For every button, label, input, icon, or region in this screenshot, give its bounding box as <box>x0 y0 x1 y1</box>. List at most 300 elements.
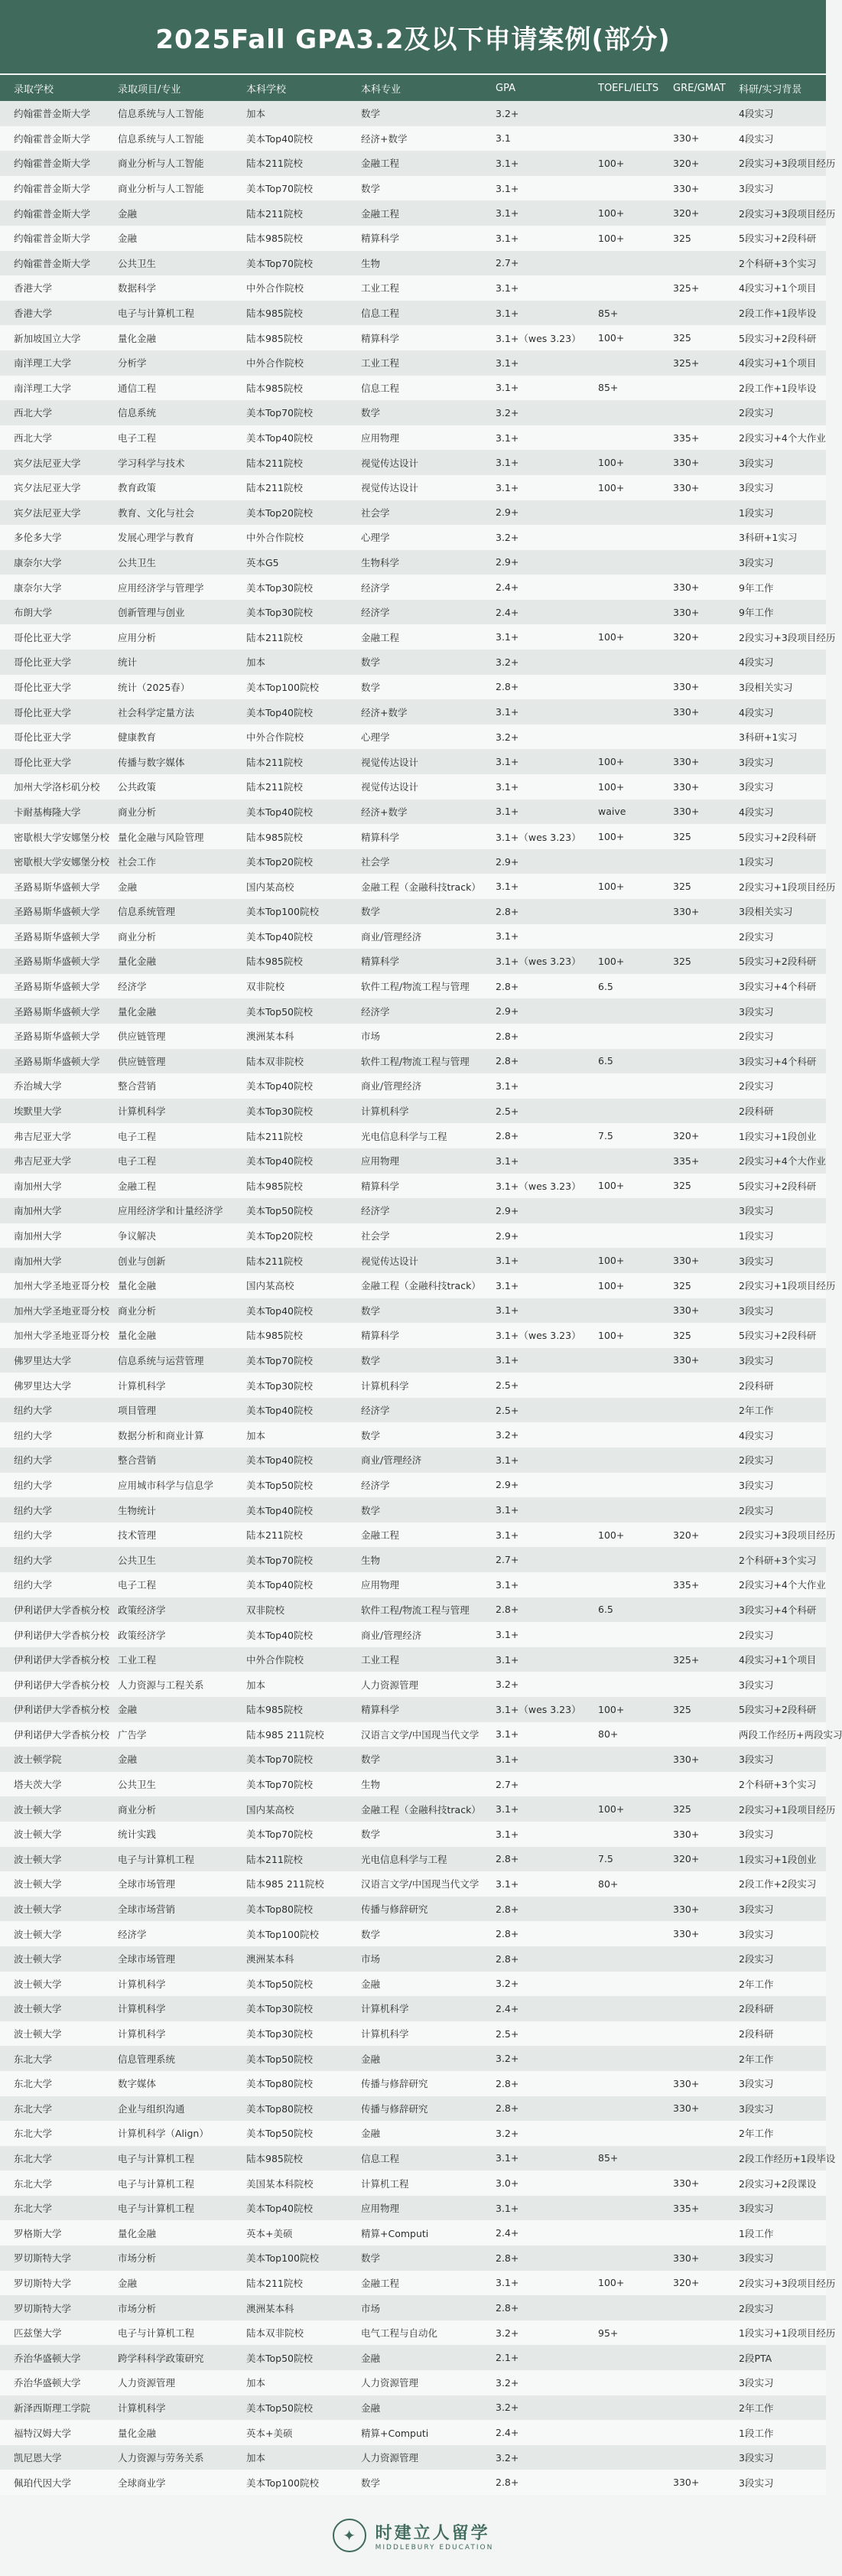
cell-school: 圣路易斯华盛顿大学 <box>14 881 100 893</box>
cell-background: 3段实习 <box>739 2102 774 2115</box>
cell-undergrad-school: 美本Top70院校 <box>246 183 313 195</box>
cell-background: 3段实习 <box>739 482 774 494</box>
cell-gpa: 2.8+ <box>496 905 519 917</box>
cell-undergrad-major: 人力资源管理 <box>361 2452 419 2464</box>
cell-background: 2段实习+3段项目经历 <box>739 2277 836 2289</box>
cell-school: 约翰霍普金斯大学 <box>14 108 91 120</box>
cell-background: 2段PTA <box>739 2352 772 2364</box>
table-row <box>0 1049 826 1074</box>
cell-undergrad-major: 传播与修辞研究 <box>361 1904 428 1916</box>
cell-gpa: 3.2+ <box>496 1429 519 1441</box>
cell-undergrad-major: 电气工程与自动化 <box>361 2327 438 2340</box>
cell-gpa: 3.1+（wes 3.23） <box>496 831 581 843</box>
cell-gre-gmat: 330+ <box>673 481 700 493</box>
cell-undergrad-school: 美本Top70院校 <box>246 257 313 269</box>
table-row <box>0 1373 826 1398</box>
cell-toefl-ielts: 95+ <box>598 2327 619 2339</box>
cell-gpa: 3.1+ <box>496 1803 519 1816</box>
cell-program: 技术管理 <box>118 1529 157 1542</box>
cell-toefl-ielts: 100+ <box>598 1703 625 1715</box>
cell-gpa: 2.8+ <box>496 2302 519 2314</box>
cell-background: 3段实习 <box>739 2452 774 2464</box>
cell-school: 波士顿大学 <box>14 1928 62 1940</box>
cell-school: 塔夫茨大学 <box>14 1779 62 1791</box>
cell-undergrad-major: 数学 <box>361 1754 381 1766</box>
cell-program: 电子与计算机工程 <box>118 1853 195 1865</box>
cell-undergrad-major: 信息工程 <box>361 382 400 394</box>
cell-undergrad-school: 英本+美硕 <box>246 2227 293 2239</box>
cell-gre-gmat: 325 <box>673 1329 691 1341</box>
table-row <box>0 1946 826 1972</box>
cell-gpa: 2.8+ <box>496 980 519 992</box>
cell-background: 2个科研+3个实习 <box>739 257 817 269</box>
cell-background: 3段实习+4个科研 <box>739 981 817 993</box>
cell-gre-gmat: 330+ <box>673 1753 700 1765</box>
cell-gpa: 2.4+ <box>496 581 519 594</box>
cell-program: 电子工程 <box>118 432 157 445</box>
cell-school: 加州大学圣地亚哥分校 <box>14 1304 110 1317</box>
table-row <box>0 350 826 376</box>
cell-undergrad-major: 心理学 <box>361 731 390 744</box>
cell-gre-gmat: 325+ <box>673 1653 700 1666</box>
cell-undergrad-major: 精算科学 <box>361 1330 400 1342</box>
cell-program: 公共卫生 <box>118 1779 157 1791</box>
cell-gpa: 3.1+ <box>496 1279 519 1291</box>
cell-school: 圣路易斯华盛顿大学 <box>14 1031 100 1043</box>
cell-school: 哥伦比亚大学 <box>14 706 72 718</box>
cell-undergrad-school: 美本Top50院校 <box>246 2128 313 2140</box>
footer-logo <box>0 2495 826 2576</box>
cell-undergrad-major: 经济学 <box>361 581 390 594</box>
cell-school: 纽约大学 <box>14 1479 53 1491</box>
cell-toefl-ielts: 7.5 <box>598 1853 613 1865</box>
cell-gpa: 2.9+ <box>496 1204 519 1216</box>
cell-program: 电子工程 <box>118 1130 157 1142</box>
cell-program: 统计 <box>118 656 138 669</box>
table-row <box>0 2470 826 2495</box>
cell-gre-gmat: 330+ <box>673 132 700 145</box>
cell-program: 商业分析与人工智能 <box>118 183 204 195</box>
cell-toefl-ielts: 100+ <box>598 157 625 169</box>
cell-school: 东北大学 <box>14 2152 53 2164</box>
cell-program: 电子与计算机工程 <box>118 2152 195 2164</box>
cell-gpa: 3.1+ <box>496 282 519 294</box>
cell-undergrad-school: 国内某高校 <box>246 1803 294 1816</box>
cell-gre-gmat: 330+ <box>673 1354 700 1366</box>
cell-background: 5段实习+2段科研 <box>739 1704 817 1716</box>
cell-toefl-ielts: 100+ <box>598 332 625 344</box>
cell-gre-gmat: 320+ <box>673 157 700 169</box>
cell-gpa: 2.9+ <box>496 1005 519 1018</box>
table-row <box>0 1672 826 1697</box>
table-row <box>0 1547 826 1572</box>
cell-gpa: 3.1+（wes 3.23） <box>496 1330 581 1342</box>
table-row <box>0 1448 826 1473</box>
cell-background: 2段实习 <box>739 1504 774 1516</box>
header-background: 科研/实习背景 <box>739 83 802 96</box>
cell-school: 约翰霍普金斯大学 <box>14 183 91 195</box>
table-row <box>0 1697 826 1722</box>
cell-school: 卡耐基梅隆大学 <box>14 806 81 818</box>
cell-gpa: 3.1+ <box>496 1578 519 1591</box>
cell-undergrad-school: 美本Top70院校 <box>246 407 313 419</box>
page-title: 2025Fall GPA3.2及以下申请案例(部分) <box>0 0 826 73</box>
cell-undergrad-school: 加本 <box>246 2452 266 2464</box>
cell-program: 供应链管理 <box>118 1031 166 1043</box>
cell-gpa: 2.5+ <box>496 2027 519 2040</box>
cell-undergrad-school: 英本+美硕 <box>246 2427 293 2439</box>
cell-undergrad-school: 美本Top50院校 <box>246 1978 313 1990</box>
cell-program: 金融工程 <box>118 1180 157 1192</box>
cell-undergrad-school: 加本 <box>246 1429 266 1441</box>
table-row <box>0 675 826 700</box>
cell-school: 西北大学 <box>14 407 53 419</box>
cell-undergrad-major: 商业/管理经济 <box>361 1629 422 1641</box>
cell-undergrad-major: 金融 <box>361 2402 381 2414</box>
table-row <box>0 1223 826 1249</box>
cell-program: 统计（2025春） <box>118 681 190 693</box>
table-row <box>0 2395 826 2421</box>
cell-program: 计算机科学（Align） <box>118 2128 209 2140</box>
cell-school: 加州大学圣地亚哥分校 <box>14 1330 110 1342</box>
cell-gpa: 3.1+ <box>496 157 519 169</box>
cell-undergrad-school: 加本 <box>246 2377 266 2389</box>
cell-undergrad-school: 美本Top40院校 <box>246 2203 313 2215</box>
cell-undergrad-major: 软件工程/物流工程与管理 <box>361 981 470 993</box>
cell-school: 波士顿大学 <box>14 1978 62 1990</box>
cell-gpa: 3.1+ <box>496 1877 519 1890</box>
cell-undergrad-school: 陆本211院校 <box>246 756 303 768</box>
cell-background: 1段工作 <box>739 2227 774 2239</box>
cell-school: 加州大学圣地亚哥分校 <box>14 1280 110 1292</box>
cell-background: 2段实习 <box>739 2302 774 2314</box>
cell-background: 1段实习+1段创业 <box>739 1130 817 1142</box>
table-row <box>0 550 826 575</box>
cell-background: 3段实习 <box>739 1904 774 1916</box>
cell-school: 东北大学 <box>14 2203 53 2215</box>
cell-undergrad-school: 陆本双非院校 <box>246 1055 304 1067</box>
logo-name-en: MIDDLEBURY EDUCATION <box>375 2543 494 2552</box>
cell-undergrad-school: 澳洲某本科 <box>246 2302 294 2314</box>
cell-gre-gmat: 325 <box>673 1180 691 1192</box>
cell-undergrad-school: 美本Top80院校 <box>246 2078 313 2090</box>
cell-undergrad-school: 美本Top100院校 <box>246 681 319 693</box>
table-row <box>0 824 826 849</box>
cell-gpa: 3.1+ <box>496 706 519 718</box>
table-row <box>0 650 826 675</box>
cell-gre-gmat: 330+ <box>673 905 700 917</box>
cell-program: 金融 <box>118 233 138 245</box>
cell-gpa: 3.1+ <box>496 881 519 893</box>
cell-gre-gmat: 325 <box>673 332 691 344</box>
cell-background: 1段实习+1段创业 <box>739 1853 817 1865</box>
cell-undergrad-major: 金融工程 <box>361 207 400 220</box>
cell-undergrad-major: 经济+数学 <box>361 132 408 145</box>
cell-toefl-ielts: 6.5 <box>598 1604 613 1616</box>
cell-undergrad-major: 金融工程 <box>361 631 400 643</box>
cell-school: 南加州大学 <box>14 1180 62 1192</box>
cell-gpa: 3.1+（wes 3.23） <box>496 1704 581 1716</box>
cell-undergrad-major: 数学 <box>361 1829 381 1841</box>
table-row <box>0 151 836 176</box>
cell-gre-gmat: 330+ <box>673 2252 700 2264</box>
cell-undergrad-school: 美本Top30院校 <box>246 2003 313 2015</box>
cell-undergrad-school: 陆本985院校 <box>246 2152 303 2164</box>
cell-background: 3段实习 <box>739 457 774 469</box>
cell-gpa: 3.1+ <box>496 1653 519 1666</box>
cell-undergrad-school: 陆本985院校 <box>246 956 303 968</box>
cell-school: 哥伦比亚大学 <box>14 656 72 669</box>
cell-undergrad-major: 精算科学 <box>361 233 400 245</box>
cell-program: 信息系统管理 <box>118 906 176 918</box>
cell-program: 学习科学与技术 <box>118 457 185 469</box>
cell-program: 人力资源与劳务关系 <box>118 2452 204 2464</box>
cell-background: 1段实习+1段项目经历 <box>739 2327 836 2340</box>
cell-background: 4段实习 <box>739 1429 774 1441</box>
cell-background: 3段相关实习 <box>739 681 793 693</box>
cell-undergrad-school: 加本 <box>246 656 266 669</box>
cell-undergrad-major: 经济学 <box>361 1405 390 1417</box>
table-row <box>0 2021 826 2047</box>
cell-background: 3段实习 <box>739 183 774 195</box>
cell-gpa: 2.8+ <box>496 1604 519 1616</box>
table-row <box>0 1822 826 1847</box>
table-row <box>0 974 826 999</box>
table-row <box>0 1473 826 1498</box>
table-row <box>0 1497 826 1522</box>
table-row <box>0 1398 826 1423</box>
cell-gre-gmat: 325+ <box>673 282 700 294</box>
cell-school: 新泽西斯理工学院 <box>14 2402 91 2414</box>
cell-undergrad-school: 美本Top40院校 <box>246 1629 313 1641</box>
cell-background: 5段实习+2段科研 <box>739 332 817 344</box>
cell-program: 计算机科学 <box>118 2402 166 2414</box>
cell-undergrad-school: 美本Top40院校 <box>246 1454 313 1467</box>
cell-background: 1段实习 <box>739 1230 774 1242</box>
cell-background: 5段实习+2段科研 <box>739 1330 817 1342</box>
cell-undergrad-school: 美本Top40院校 <box>246 1405 313 1417</box>
cell-gpa: 3.1+ <box>496 1304 519 1317</box>
cell-undergrad-major: 数学 <box>361 906 381 918</box>
cell-undergrad-major: 数学 <box>361 1354 381 1366</box>
cell-school: 密歇根大学安娜堡分校 <box>14 831 110 843</box>
cell-undergrad-school: 澳洲某本科 <box>246 1953 294 1965</box>
cell-undergrad-major: 计算机科学 <box>361 1106 409 1118</box>
logo-name-cn: 时建立人留学 <box>375 2523 490 2543</box>
cell-gpa: 3.1+ <box>496 1629 519 1641</box>
cell-program: 全球商业学 <box>118 2477 166 2489</box>
cell-undergrad-major: 光电信息科学与工程 <box>361 1853 447 1865</box>
cell-program: 计算机科学 <box>118 2028 166 2040</box>
cell-gpa: 3.2+ <box>496 531 519 543</box>
table-row <box>0 699 826 725</box>
cell-gpa: 2.8+ <box>496 2477 519 2489</box>
cell-gpa: 3.1+ <box>496 1828 519 1840</box>
cell-undergrad-school: 美本Top40院校 <box>246 806 313 818</box>
cell-program: 供应链管理 <box>118 1055 166 1067</box>
table-row <box>0 251 826 276</box>
cell-background: 两段工作经历+两段实习 <box>739 1728 842 1741</box>
cell-undergrad-major: 生物科学 <box>361 556 400 568</box>
cell-program: 政策经济学 <box>118 1604 166 1616</box>
cell-undergrad-major: 软件工程/物流工程与管理 <box>361 1055 470 1067</box>
cell-program: 广告学 <box>118 1728 147 1741</box>
cell-school: 新加坡国立大学 <box>14 332 81 344</box>
cell-background: 2段实习+4个大作业 <box>739 432 826 445</box>
cell-undergrad-major: 传播与修辞研究 <box>361 2102 428 2115</box>
cell-undergrad-school: 美本Top30院校 <box>246 2028 313 2040</box>
cell-undergrad-school: 陆本985院校 <box>246 382 303 394</box>
cell-school: 罗格斯大学 <box>14 2227 62 2239</box>
cell-program: 电子与计算机工程 <box>118 2177 195 2190</box>
cell-school: 纽约大学 <box>14 1529 53 1542</box>
cell-undergrad-major: 视觉传达设计 <box>361 756 419 768</box>
cell-gpa: 2.7+ <box>496 257 519 269</box>
cell-undergrad-major: 市场 <box>361 1031 381 1043</box>
cell-undergrad-major: 工业工程 <box>361 1654 400 1666</box>
cell-undergrad-school: 陆本985院校 <box>246 332 303 344</box>
cell-program: 量化金融 <box>118 332 157 344</box>
header-gpa: GPA <box>496 82 515 94</box>
table-row <box>0 475 826 500</box>
cell-gpa: 3.1+ <box>496 780 519 793</box>
cell-undergrad-school: 美本Top40院校 <box>246 1155 313 1168</box>
cell-school: 纽约大学 <box>14 1405 53 1417</box>
cell-school: 伊利诺伊大学香槟分校 <box>14 1629 110 1641</box>
cell-gre-gmat: 330+ <box>673 780 700 793</box>
cell-undergrad-major: 生物 <box>361 1779 381 1791</box>
cell-undergrad-major: 应用物理 <box>361 1155 400 1168</box>
cell-background: 2年工作 <box>739 2128 774 2140</box>
cell-undergrad-major: 数学 <box>361 681 381 693</box>
cell-gpa: 3.2+ <box>496 1679 519 1691</box>
cell-gpa: 2.8+ <box>496 1928 519 1940</box>
cell-program: 计算机科学 <box>118 1379 166 1392</box>
cell-toefl-ielts: 100+ <box>598 955 625 967</box>
cell-undergrad-major: 数学 <box>361 183 381 195</box>
cell-gre-gmat: 325 <box>673 881 691 893</box>
cell-undergrad-school: 国内某高校 <box>246 1280 294 1292</box>
cell-undergrad-school: 陆本211院校 <box>246 1130 303 1142</box>
cell-background: 3段实习 <box>739 1679 774 1691</box>
cell-program: 量化金融 <box>118 1330 157 1342</box>
cell-program: 公共卫生 <box>118 556 157 568</box>
cell-school: 圣路易斯华盛顿大学 <box>14 1055 100 1067</box>
cell-background: 3段实习 <box>739 2203 774 2215</box>
table-row <box>0 774 826 800</box>
cell-school: 伊利诺伊大学香槟分校 <box>14 1654 110 1666</box>
cell-undergrad-major: 视觉传达设计 <box>361 1255 419 1267</box>
cell-school: 宾夕法尼亚大学 <box>14 482 81 494</box>
cell-school: 罗切斯特大学 <box>14 2252 72 2265</box>
cell-program: 全球市场营销 <box>118 1904 176 1916</box>
cell-undergrad-major: 市场 <box>361 1953 381 1965</box>
cell-gpa: 3.1+ <box>496 930 519 943</box>
cell-undergrad-school: 陆本211院校 <box>246 1255 303 1267</box>
cell-program: 公共政策 <box>118 781 157 793</box>
cell-undergrad-major: 商业/管理经济 <box>361 930 422 943</box>
cell-gre-gmat: 330+ <box>673 2477 700 2489</box>
cell-gre-gmat: 325 <box>673 232 691 244</box>
cell-gpa: 3.1+ <box>496 432 519 444</box>
cell-undergrad-major: 精算+Computi <box>361 2427 429 2439</box>
cell-undergrad-major: 视觉传达设计 <box>361 482 419 494</box>
cell-school: 佛罗里达大学 <box>14 1379 72 1392</box>
table-row <box>0 2345 826 2370</box>
table-row <box>0 2220 826 2245</box>
cell-program: 商业分析 <box>118 1803 157 1816</box>
cell-undergrad-school: 加本 <box>246 1679 266 1691</box>
cell-undergrad-school: 国内某高校 <box>246 881 294 893</box>
cell-undergrad-major: 金融 <box>361 1978 381 1990</box>
cell-background: 2段实习 <box>739 407 774 419</box>
cell-undergrad-major: 信息工程 <box>361 2152 400 2164</box>
cell-background: 2段实习+3段项目经历 <box>739 1529 836 1542</box>
cell-school: 伊利诺伊大学香槟分校 <box>14 1604 110 1616</box>
cell-gre-gmat: 335+ <box>673 432 700 444</box>
cell-gre-gmat: 325 <box>673 1703 691 1715</box>
cell-program: 量化金融 <box>118 1005 157 1018</box>
cell-undergrad-school: 陆本985 211院校 <box>246 1878 324 1890</box>
cell-gpa: 2.5+ <box>496 1105 519 1117</box>
cell-undergrad-major: 信息工程 <box>361 308 400 320</box>
cell-background: 4段实习 <box>739 132 774 145</box>
cell-school: 凯尼恩大学 <box>14 2452 62 2464</box>
cell-program: 量化金融与风险管理 <box>118 831 204 843</box>
cell-program: 市场分析 <box>118 2302 157 2314</box>
cell-toefl-ielts: 100+ <box>598 481 625 493</box>
cell-undergrad-major: 汉语言文学/中国现当代文学 <box>361 1878 480 1890</box>
table-row <box>0 1847 826 1872</box>
cell-background: 2段科研 <box>739 1106 774 1118</box>
cell-background: 2段实习 <box>739 1454 774 1467</box>
cell-undergrad-school: 加本 <box>246 108 266 120</box>
cell-background: 2个科研+3个实习 <box>739 1779 817 1791</box>
cell-toefl-ielts: 100+ <box>598 232 625 244</box>
table-row <box>0 2146 836 2171</box>
cell-program: 数据分析和商业计算 <box>118 1429 204 1441</box>
table-row <box>0 624 836 650</box>
cell-undergrad-school: 陆本985院校 <box>246 233 303 245</box>
cell-background: 2段科研 <box>739 1379 774 1392</box>
cell-toefl-ielts: 100+ <box>598 457 625 469</box>
cell-program: 健康教育 <box>118 731 157 744</box>
cell-toefl-ielts: 100+ <box>598 1803 625 1816</box>
cell-background: 2年工作 <box>739 2402 774 2414</box>
cell-program: 商业分析 <box>118 1304 157 1317</box>
cell-toefl-ielts: 100+ <box>598 881 625 893</box>
cell-background: 2段科研 <box>739 2003 774 2015</box>
cell-background: 4段实习 <box>739 706 774 718</box>
cell-gre-gmat: 330+ <box>673 606 700 618</box>
cell-program: 全球市场管理 <box>118 1953 176 1965</box>
cell-background: 2段实习+2段课设 <box>739 2177 817 2190</box>
cell-undergrad-school: 英本G5 <box>246 556 279 568</box>
cell-undergrad-school: 陆本211院校 <box>246 631 303 643</box>
cell-school: 东北大学 <box>14 2102 53 2115</box>
cell-toefl-ielts: 100+ <box>598 1255 625 1267</box>
cell-background: 2段实习+1段项目经历 <box>739 1803 836 1816</box>
cell-program: 创业与创新 <box>118 1255 166 1267</box>
cell-gpa: 2.8+ <box>496 1130 519 1142</box>
cell-gre-gmat: 325 <box>673 831 691 843</box>
table-row <box>0 1772 826 1797</box>
cell-undergrad-major: 数学 <box>361 108 381 120</box>
cell-program: 电子与计算机工程 <box>118 2327 195 2340</box>
cell-school: 南洋理工大学 <box>14 357 72 370</box>
cell-program: 计算机科学 <box>118 1106 166 1118</box>
cell-school: 密歇根大学安娜堡分校 <box>14 856 110 868</box>
